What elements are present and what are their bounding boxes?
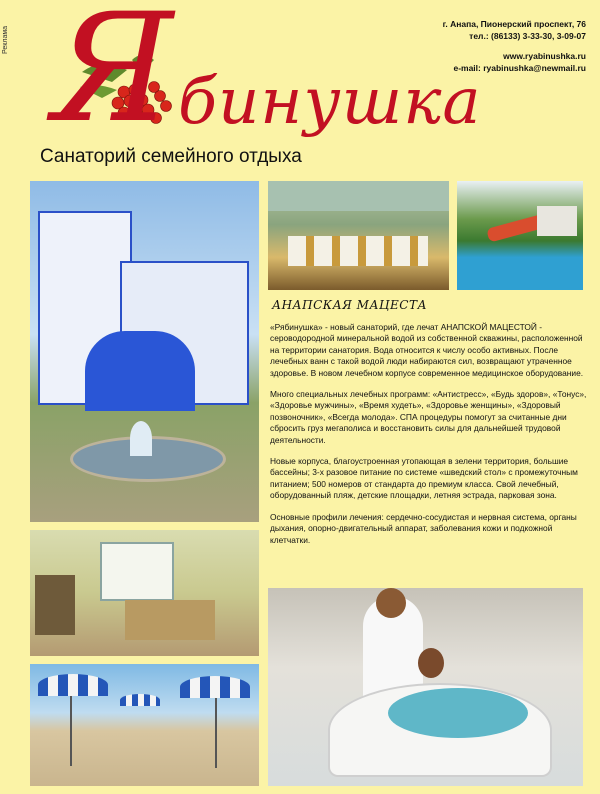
paragraph-intro: «Рябинушка» - новый санаторий, где лечат АНАПСКОЙ МАЦЕСТОЙ - сероводородной минеральной водой из собственной скважины, расположенной на территории санатория. Вода относится к числу особо активных. После лечебных ванн с такой водой люди набираются сил, возвращают утраченное здоровье. В новом лечебном корпусе современное медицинское оборудование. — [270, 322, 584, 378]
paragraph-facilities: Новые корпуса, благоустроенная утопающая в зелени территория, большие бассейны; 3-х разовое питание по системе «шведский стол» с промежуточным питанием; 500 номеров от стандарта до премиум класса. Свой лечебный, оборудованный пляж, детские площадки, летняя эстрада, парковая зона. — [270, 456, 578, 501]
email-link[interactable]: e-mail: ryabinushka@newmail.ru — [453, 63, 586, 73]
website-link[interactable]: www.ryabinushka.ru — [503, 51, 586, 61]
logo-initial: Я — [52, 0, 174, 156]
beach-photo — [30, 664, 259, 786]
description-text — [270, 322, 590, 556]
paragraph-programs: Много специальных лечебных программ: «Антистресс», «Будь здоров», «Тонус», «Здоровье мужчины», «Время худеть», «Здоровье женщины», «Здоровый позвоночник», «Всегда молода». СПА процедуры помогут за считанные дни сбросить груз мегаполиса и восстановить силы для дальнейшей трудовой деятельности. — [270, 389, 587, 445]
hotel-room-photo — [30, 530, 259, 656]
phone: тел.: (86133) 3-33-30, 3-09-07 — [469, 31, 586, 41]
address: г. Анапа, Пионерский проспект, 76 — [442, 19, 586, 29]
building-fountain-photo — [30, 181, 259, 522]
advertisement-label: Реклама — [2, 25, 9, 55]
tagline: Санаторий семейного отдыха — [40, 146, 302, 167]
pool-photo — [457, 181, 583, 290]
paragraph-treatment: Основные профили лечения: сердечно-сосудистая и нервная система, органы дыхания, опорно-двигательный аппарат, заболевания кожи и подкожной клетчатки. — [270, 511, 577, 545]
contact-block — [443, 18, 586, 74]
logo-name: бинушка — [178, 65, 482, 139]
hydrotherapy-bath-photo — [268, 588, 583, 786]
section-heading: АНАПСКАЯ МАЦЕСТА — [272, 298, 428, 312]
dining-hall-photo — [268, 181, 449, 290]
